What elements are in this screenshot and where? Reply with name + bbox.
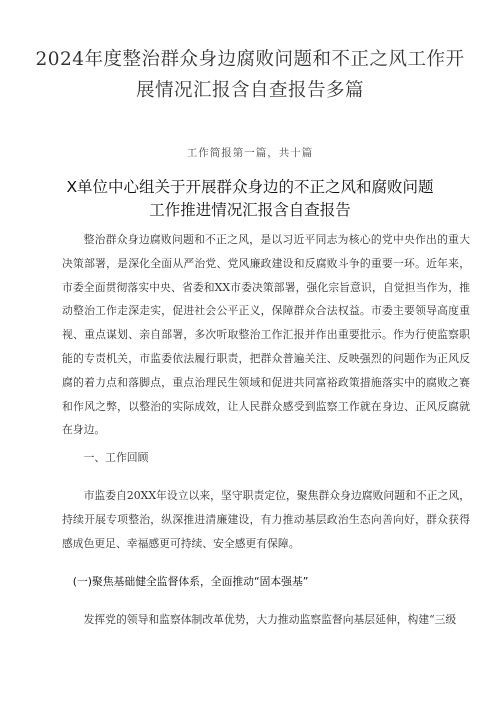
issue-label: 工作简报第一篇，共十篇	[186, 147, 314, 159]
document-title: 2024年度整治群众身边腐败问题和不正之风工作开展情况汇报含自查报告多篇	[35, 49, 465, 101]
subsection-heading: (一)聚焦基础健全监督体系，全面推动“固本强基”	[72, 575, 309, 588]
report-title-line2: 工作推进情况汇报含自查报告	[149, 201, 351, 219]
review-paragraph: 市监委自20XX年设立以来，坚守职责定位，聚焦群众身边腐败问题和不正之风，持续开展专项整治，纵深推进清廉建设，有力推动基层政治生态向善向好，群众获得感成色更足、幸福感更可持续、安全感更有保障。	[62, 489, 470, 550]
intro-paragraph: 整治群众身边腐败问题和不正之风，是以习近平同志为核心的党中央作出的重大决策部署，是深化全面从严治党、党风廉政建设和反腐败斗争的重要一环。近年来，市委全面贯彻落实中央、省委和XX市委决策部署，强化宗旨意识，自觉担当作为，推动整治工作走深走实，促进社会公平正义，保障群众合法权益。市委主要领导高度重视、重点谋划、亲自部署，多次听取整治工作汇报并作出重要批示。作为行使监察职能的专责机关，市监委依法履行职责，把群众普遍关注、反映强烈的问题作为正风反腐的着力点和落脚点，重点治理民生领域和促进共同富裕政策措施落实中的腐败之赛和作风之弊，以整治的实际成效，让人民群众感受到监察工作就在身边、正风反腐就在身边。	[62, 233, 470, 437]
section-heading: 一、工作回顾	[83, 451, 149, 464]
report-title-line1: X单位中心组关于开展群众身边的不正之风和腐败问题	[66, 178, 434, 196]
report-title	[40, 176, 460, 222]
body-paragraph: 发挥党的领导和监察体制改革优势，大力推动监察监督向基层延伸，构建“三级	[83, 613, 457, 626]
